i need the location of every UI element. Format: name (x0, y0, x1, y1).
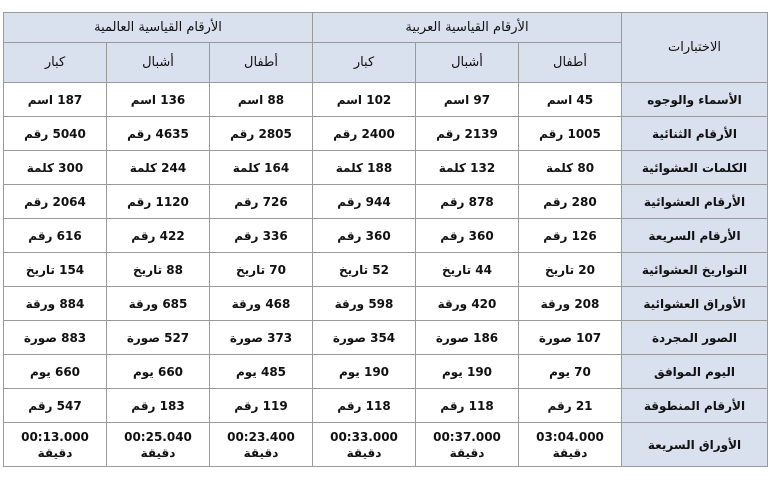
arab-juniors-cell (416, 253, 519, 287)
arab-children-cell (519, 355, 622, 389)
record-value: 373 صورة (229, 330, 293, 345)
arab-juniors-cell (416, 151, 519, 185)
record-value: 97 اسم (443, 92, 491, 107)
world-adults-cell (4, 321, 107, 355)
record-value: 118 رقم (337, 398, 391, 413)
world-adults-header: كبار (4, 43, 107, 83)
world-juniors-cell (107, 83, 210, 117)
world-juniors-cell (107, 117, 210, 151)
record-value: 118 رقم (440, 398, 494, 413)
record-value: 527 صورة (126, 330, 190, 345)
record-value: 70 تاريخ (236, 262, 286, 277)
test-name-cell: الأرقام السريعة (622, 219, 768, 253)
record-value: 1005 رقم (539, 126, 601, 141)
world-juniors-cell (107, 423, 210, 467)
arab-juniors-header: أشبال (416, 43, 519, 83)
record-value: 80 كلمة (545, 160, 595, 175)
record-value: 00:13.000 دقيقة (21, 429, 89, 460)
world-adults-cell (4, 253, 107, 287)
table-row (4, 287, 768, 321)
world-children-cell (210, 117, 313, 151)
arab-children-cell (519, 389, 622, 423)
world-children-cell (210, 423, 313, 467)
record-value: 360 رقم (337, 228, 391, 243)
arab-juniors-cell (416, 185, 519, 219)
record-value: 208 ورقة (540, 296, 600, 311)
world-adults-cell (4, 219, 107, 253)
record-value: 21 رقم (547, 398, 593, 413)
record-value: 660 يوم (132, 364, 184, 379)
test-name-cell: الأوراق السريعة (622, 423, 768, 467)
world-juniors-cell (107, 321, 210, 355)
arab-juniors-cell (416, 321, 519, 355)
record-value: 20 تاريخ (545, 262, 595, 277)
arab-adults-cell (313, 389, 416, 423)
table-row (4, 389, 768, 423)
record-value: 190 يوم (441, 364, 493, 379)
table-row (4, 423, 768, 467)
test-name-cell: الأوراق العشوائية (622, 287, 768, 321)
test-name-cell: الصور المجردة (622, 321, 768, 355)
world-juniors-cell (107, 253, 210, 287)
test-name-cell: الأرقام المنطوقة (622, 389, 768, 423)
arab-adults-cell (313, 321, 416, 355)
test-name-cell: اليوم الموافق (622, 355, 768, 389)
record-value: 280 رقم (543, 194, 597, 209)
table-row (4, 185, 768, 219)
record-value: 420 ورقة (437, 296, 497, 311)
arab-adults-cell (313, 253, 416, 287)
table-row (4, 219, 768, 253)
arab-adults-cell (313, 219, 416, 253)
world-children-cell (210, 321, 313, 355)
arab-juniors-cell (416, 219, 519, 253)
header-group-row (4, 13, 768, 43)
world-adults-cell (4, 423, 107, 467)
record-value: 00:33.000 دقيقة (330, 429, 398, 460)
world-adults-cell (4, 185, 107, 219)
record-value: 2400 رقم (333, 126, 395, 141)
arab-children-cell (519, 185, 622, 219)
test-name-cell: الأرقام الثنائية (622, 117, 768, 151)
world-children-cell (210, 355, 313, 389)
arab-adults-cell (313, 83, 416, 117)
record-value: 685 ورقة (128, 296, 188, 311)
record-value: 422 رقم (131, 228, 185, 243)
arab-juniors-cell (416, 287, 519, 321)
record-value: 2139 رقم (436, 126, 498, 141)
record-value: 360 رقم (440, 228, 494, 243)
world-juniors-cell (107, 355, 210, 389)
record-value: 354 صورة (332, 330, 396, 345)
test-name-cell: الكلمات العشوائية (622, 151, 768, 185)
record-value: 119 رقم (234, 398, 288, 413)
arab-adults-cell (313, 355, 416, 389)
arab-juniors-cell (416, 355, 519, 389)
record-value: 1120 رقم (127, 194, 189, 209)
arab-children-cell (519, 83, 622, 117)
world-juniors-cell (107, 151, 210, 185)
tests-column-header: الاختبارات (622, 13, 768, 83)
record-value: 336 رقم (234, 228, 288, 243)
record-value: 132 كلمة (438, 160, 496, 175)
record-value: 154 تاريخ (25, 262, 85, 277)
record-value: 183 رقم (131, 398, 185, 413)
world-adults-cell (4, 355, 107, 389)
record-value: 88 تاريخ (133, 262, 183, 277)
arab-adults-cell (313, 185, 416, 219)
arab-adults-cell (313, 287, 416, 321)
records-table-body (4, 83, 768, 467)
record-value: 102 اسم (336, 92, 392, 107)
record-value: 547 رقم (28, 398, 82, 413)
world-adults-cell (4, 389, 107, 423)
world-children-cell (210, 253, 313, 287)
record-value: 136 اسم (130, 92, 186, 107)
record-value: 190 يوم (338, 364, 390, 379)
table-row (4, 83, 768, 117)
world-children-cell (210, 185, 313, 219)
record-value: 4635 رقم (127, 126, 189, 141)
record-value: 126 رقم (543, 228, 597, 243)
world-adults-cell (4, 117, 107, 151)
world-adults-cell (4, 287, 107, 321)
record-value: 884 ورقة (25, 296, 85, 311)
record-value: 2805 رقم (230, 126, 292, 141)
record-value: 107 صورة (538, 330, 602, 345)
arab-children-cell (519, 117, 622, 151)
world-children-cell (210, 219, 313, 253)
world-children-cell (210, 83, 313, 117)
record-value: 2064 رقم (24, 194, 86, 209)
arab-children-cell (519, 423, 622, 467)
record-value: 00:25.040 دقيقة (124, 429, 192, 460)
record-value: 164 كلمة (232, 160, 290, 175)
record-value: 878 رقم (440, 194, 494, 209)
arab-records-header: الأرقام القياسية العربية (313, 13, 622, 43)
record-value: 186 صورة (435, 330, 499, 345)
arab-juniors-cell (416, 389, 519, 423)
arab-children-cell (519, 151, 622, 185)
world-children-cell (210, 287, 313, 321)
world-children-header: أطفال (210, 43, 313, 83)
world-children-cell (210, 151, 313, 185)
world-adults-cell (4, 83, 107, 117)
record-value: 187 اسم (27, 92, 83, 107)
record-value: 726 رقم (234, 194, 288, 209)
record-value: 598 ورقة (334, 296, 394, 311)
test-name-cell: التواريخ العشوائية (622, 253, 768, 287)
arab-adults-cell (313, 423, 416, 467)
arab-children-cell (519, 321, 622, 355)
table-row (4, 321, 768, 355)
table-row (4, 117, 768, 151)
world-juniors-cell (107, 219, 210, 253)
test-name-cell: الأرقام العشوائية (622, 185, 768, 219)
records-table (3, 12, 768, 467)
record-value: 944 رقم (337, 194, 391, 209)
record-value: 188 كلمة (335, 160, 393, 175)
record-value: 00:37.000 دقيقة (433, 429, 501, 460)
record-value: 468 ورقة (231, 296, 291, 311)
record-value: 44 تاريخ (442, 262, 492, 277)
arab-adults-cell (313, 151, 416, 185)
record-value: 300 كلمة (26, 160, 84, 175)
record-value: 70 يوم (549, 364, 591, 379)
record-value: 616 رقم (28, 228, 82, 243)
world-juniors-cell (107, 389, 210, 423)
arab-juniors-cell (416, 117, 519, 151)
record-value: 5040 رقم (24, 126, 86, 141)
world-juniors-cell (107, 287, 210, 321)
arab-adults-header: كبار (313, 43, 416, 83)
record-value: 883 صورة (23, 330, 87, 345)
record-value: 52 تاريخ (339, 262, 389, 277)
record-value: 88 اسم (237, 92, 285, 107)
table-row (4, 355, 768, 389)
record-value: 03:04.000 دقيقة (536, 429, 604, 460)
record-value: 660 يوم (29, 364, 81, 379)
arab-children-header: أطفال (519, 43, 622, 83)
record-value: 00:23.400 دقيقة (227, 429, 295, 460)
arab-juniors-cell (416, 83, 519, 117)
test-name-cell: الأسماء والوجوه (622, 83, 768, 117)
record-value: 485 يوم (235, 364, 287, 379)
world-records-header: الأرقام القياسية العالمية (4, 13, 313, 43)
arab-adults-cell (313, 117, 416, 151)
world-children-cell (210, 389, 313, 423)
world-juniors-cell (107, 185, 210, 219)
record-value: 244 كلمة (129, 160, 187, 175)
arab-children-cell (519, 287, 622, 321)
world-adults-cell (4, 151, 107, 185)
arab-juniors-cell (416, 423, 519, 467)
arab-children-cell (519, 253, 622, 287)
record-value: 45 اسم (546, 92, 594, 107)
table-row (4, 151, 768, 185)
world-juniors-header: أشبال (107, 43, 210, 83)
table-row (4, 253, 768, 287)
arab-children-cell (519, 219, 622, 253)
records-table-container (3, 12, 768, 467)
